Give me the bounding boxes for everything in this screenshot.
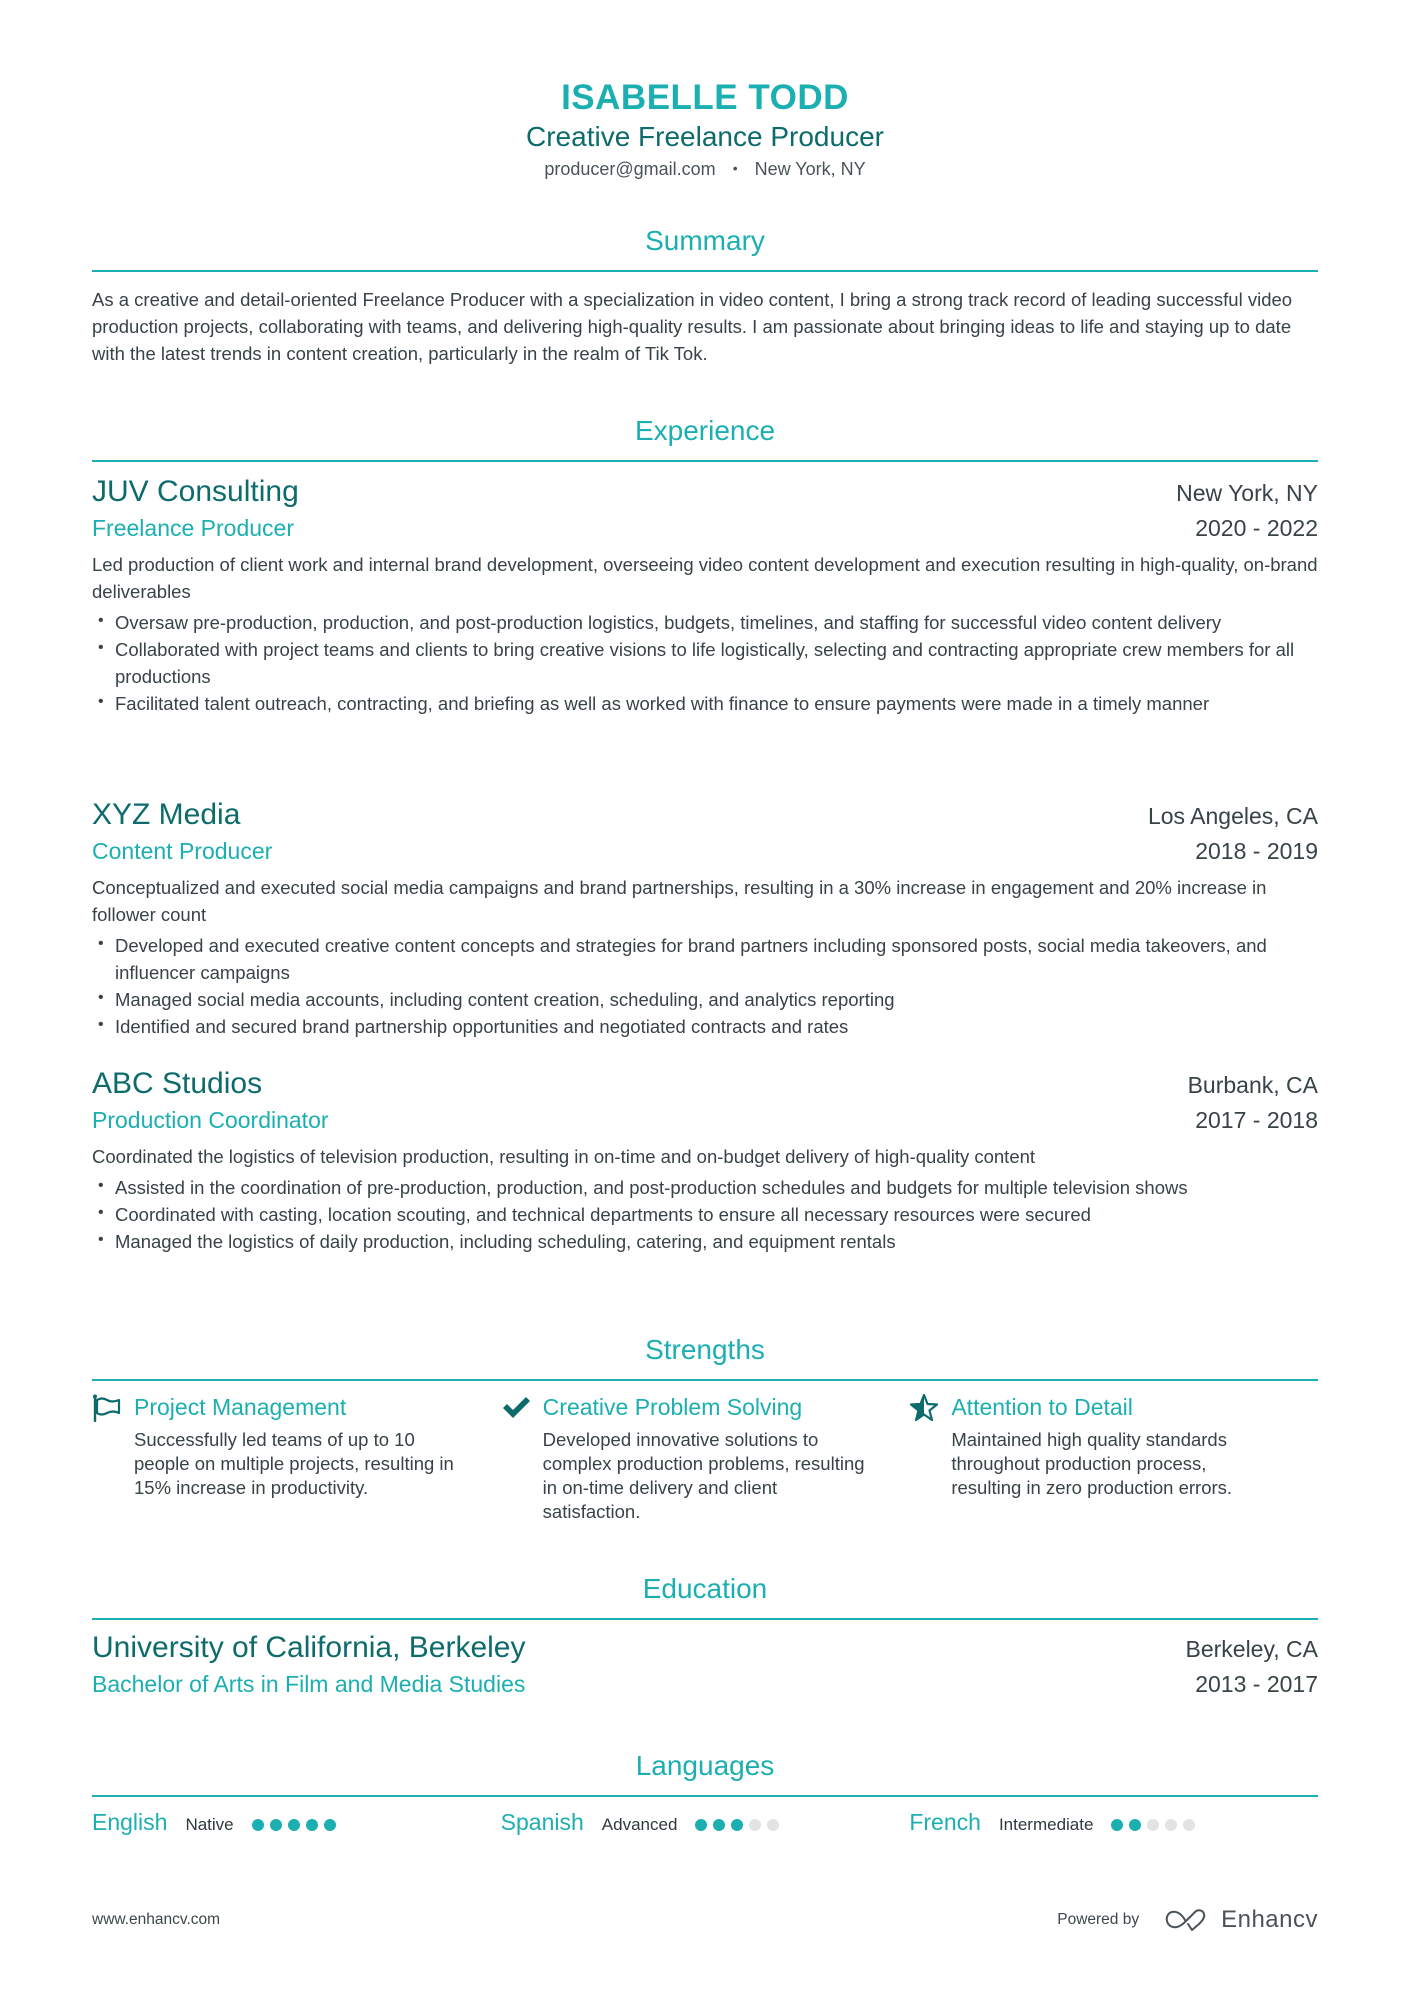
- job-dates: 2020 - 2022: [1195, 515, 1318, 541]
- language-item: [92, 1805, 501, 1842]
- degree: Bachelor of Arts in Film and Media Studies: [92, 1671, 526, 1697]
- bullet-item: • Collaborated with project teams and clients to bring creative visions to life logistically, selecting and contracting appropriate crew members for all productions: [92, 636, 1318, 690]
- dot-filled-icon: [252, 1819, 264, 1831]
- candidate-name: ISABELLE TODD: [561, 78, 849, 117]
- school-location: Berkeley, CA: [1185, 1636, 1318, 1662]
- section-divider: [92, 270, 1318, 272]
- strength-item: [92, 1390, 501, 1524]
- language-level: Native: [185, 1815, 234, 1834]
- job-bullets: [92, 1174, 1318, 1255]
- job-bullets: [92, 609, 1318, 717]
- resume-header: [92, 78, 1318, 181]
- enhancv-logo-icon: [1165, 1908, 1211, 1932]
- dot-filled-icon: [1111, 1819, 1123, 1831]
- section-title: Summary: [645, 225, 765, 256]
- section-divider: [92, 1379, 1318, 1381]
- proficiency-dots: [695, 1819, 779, 1831]
- powered-by-label: Powered by: [1057, 1911, 1140, 1928]
- strength-description: Developed innovative solutions to complex production problems, resulting in on-time delivery and client satisfaction.: [542, 1429, 865, 1522]
- strength-title: Attention to Detail: [951, 1394, 1133, 1420]
- company-name: XYZ Media: [92, 798, 241, 831]
- school-name: University of California, Berkeley: [92, 1631, 526, 1664]
- dot-filled-icon: [270, 1819, 282, 1831]
- company-name: ABC Studios: [92, 1067, 263, 1100]
- languages-list: [92, 1805, 1318, 1842]
- job-location: Los Angeles, CA: [1147, 803, 1318, 829]
- dot-empty-icon: [749, 1819, 761, 1831]
- language-name: Spanish: [500, 1809, 584, 1835]
- dot-empty-icon: [1183, 1819, 1195, 1831]
- section-heading-languages: [92, 1749, 1318, 1797]
- section-heading-summary: [92, 224, 1318, 272]
- bullet-item: • Managed the logistics of daily production, including scheduling, catering, and equipment rentals: [92, 1228, 1318, 1255]
- job-location: New York, NY: [1176, 480, 1318, 506]
- section-divider: [92, 1795, 1318, 1797]
- candidate-title: Creative Freelance Producer: [526, 121, 884, 152]
- job-dates: 2018 - 2019: [1195, 838, 1318, 864]
- job-description: Coordinated the logistics of television production, resulting in on-time and on-budget delivery of high-quality content: [92, 1146, 1036, 1167]
- section-heading-strengths: [92, 1333, 1318, 1381]
- job-description: Led production of client work and internal brand development, overseeing video content development and execution resulting in high-quality, on-brand deliverables: [92, 554, 1318, 602]
- job-bullets: [92, 932, 1318, 1040]
- footer: [92, 1906, 1318, 1934]
- section-title: Education: [642, 1573, 768, 1604]
- language-item: [909, 1805, 1318, 1842]
- summary-text: As a creative and detail-oriented Freelance Producer with a specialization in video content, I bring a strong track record of leading successful video production projects, collaborating with teams, and delivering high-quality results. I am passionate about bringing ideas to life and staying up to date with the latest trends in content creation, particularly in the realm of Tik Tok.: [92, 289, 1293, 364]
- half-star-icon: [909, 1394, 939, 1422]
- dot-empty-icon: [1147, 1819, 1159, 1831]
- section-title: Languages: [635, 1750, 775, 1781]
- bullet-item: • Identified and secured brand partnership opportunities and negotiated contracts and rates: [92, 1013, 1318, 1040]
- experience-entry: [92, 797, 1318, 1040]
- strength-item: [909, 1390, 1318, 1524]
- strengths-grid: [92, 1390, 1318, 1524]
- contact-email[interactable]: producer@gmail.com: [544, 159, 716, 179]
- proficiency-dots: [252, 1819, 336, 1831]
- dot-filled-icon: [288, 1819, 300, 1831]
- checkmark-icon: [501, 1394, 531, 1422]
- powered-by[interactable]: [1057, 1906, 1318, 1934]
- experience-entry: [92, 474, 1318, 717]
- bullet-item: • Facilitated talent outreach, contracting, and briefing as well as worked with finance to ensure payments were made in a timely manner: [92, 690, 1318, 717]
- job-dates: 2017 - 2018: [1195, 1107, 1318, 1133]
- proficiency-dots: [1111, 1819, 1195, 1831]
- section-title: Strengths: [645, 1334, 765, 1365]
- strength-title: Project Management: [134, 1394, 347, 1420]
- language-name: French: [909, 1809, 981, 1835]
- language-name: English: [92, 1809, 168, 1835]
- section-divider: [92, 460, 1318, 462]
- dot-filled-icon: [1129, 1819, 1141, 1831]
- section-heading-education: [92, 1572, 1318, 1620]
- contact-line: [92, 156, 1318, 181]
- section-heading-experience: [92, 414, 1318, 462]
- dot-filled-icon: [306, 1819, 318, 1831]
- dot-empty-icon: [1165, 1819, 1177, 1831]
- language-level: Intermediate: [998, 1815, 1094, 1834]
- job-role: Freelance Producer: [92, 515, 294, 541]
- contact-separator: •: [732, 160, 738, 176]
- language-level: Advanced: [601, 1815, 678, 1834]
- dot-filled-icon: [324, 1819, 336, 1831]
- section-title: Experience: [634, 415, 776, 446]
- company-name: JUV Consulting: [92, 475, 299, 508]
- flag-icon: [92, 1394, 122, 1422]
- website-link[interactable]: www.enhancv.com: [92, 1911, 221, 1928]
- dot-empty-icon: [767, 1819, 779, 1831]
- language-item: [501, 1805, 910, 1842]
- section-divider: [92, 1618, 1318, 1620]
- brand-name: Enhancv: [1221, 1906, 1318, 1933]
- contact-location: New York, NY: [754, 159, 866, 179]
- strength-item: [501, 1390, 910, 1524]
- job-location: Burbank, CA: [1187, 1072, 1318, 1098]
- bullet-item: • Managed social media accounts, including content creation, scheduling, and analytics reporting: [92, 986, 1318, 1013]
- job-description: Conceptualized and executed social media campaigns and brand partnerships, resulting in a 30% increase in engagement and 20% increase in follower count: [92, 877, 1267, 925]
- dot-filled-icon: [731, 1819, 743, 1831]
- bullet-item: • Oversaw pre-production, production, and post-production logistics, budgets, timelines, and staffing for successful video content delivery: [92, 609, 1318, 636]
- bullet-item: • Assisted in the coordination of pre-production, production, and post-production schedules and budgets for multiple television shows: [92, 1174, 1318, 1201]
- education-dates: 2013 - 2017: [1195, 1671, 1318, 1697]
- job-role: Content Producer: [92, 838, 273, 864]
- strength-description: Successfully led teams of up to 10 people on multiple projects, resulting in 15% increase in productivity.: [134, 1429, 454, 1498]
- experience-entry: [92, 1066, 1318, 1255]
- dot-filled-icon: [713, 1819, 725, 1831]
- strength-title: Creative Problem Solving: [542, 1394, 803, 1420]
- education-entry: [92, 1630, 1318, 1701]
- dot-filled-icon: [695, 1819, 707, 1831]
- bullet-item: • Coordinated with casting, location scouting, and technical departments to ensure all necessary resources were secured: [92, 1201, 1318, 1228]
- strength-description: Maintained high quality standards throughout production process, resulting in zero production errors.: [951, 1429, 1233, 1498]
- bullet-item: • Developed and executed creative content concepts and strategies for brand partners including sponsored posts, social media takeovers, and influencer campaigns: [92, 932, 1318, 986]
- job-role: Production Coordinator: [92, 1107, 329, 1133]
